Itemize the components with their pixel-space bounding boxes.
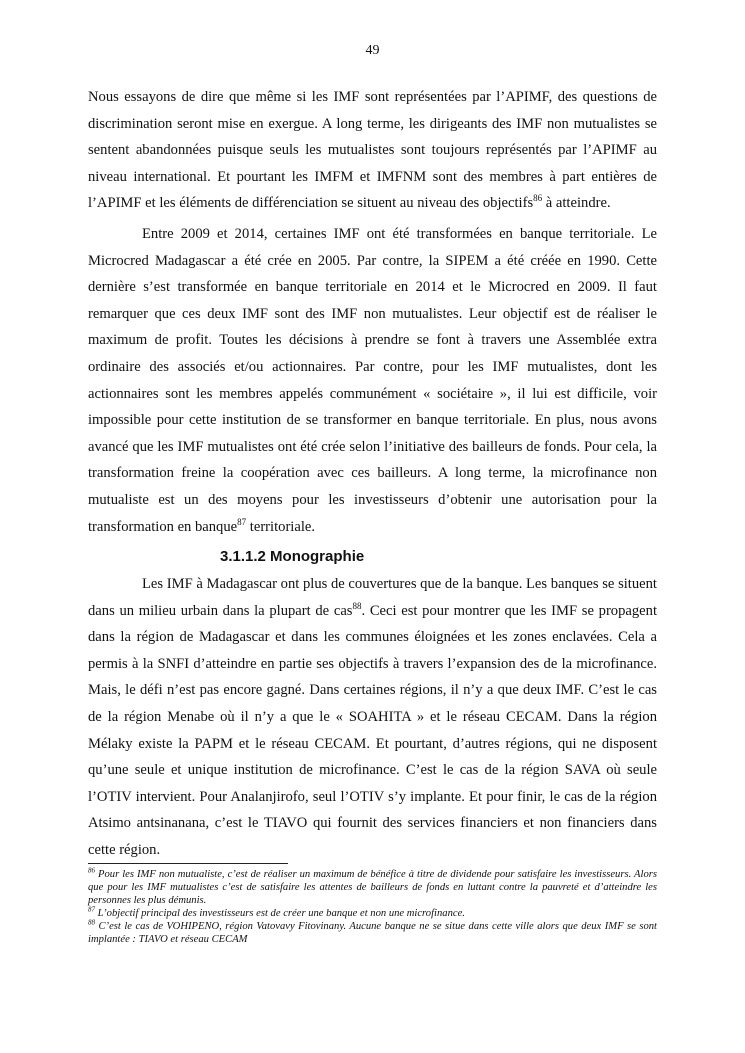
footnote-ref-88[interactable]: 88 [352,600,362,611]
paragraph-monographie-text: Les IMF à Madagascar ont plus de couvertures que de la banque. Les banques se situent dans un milieu urbain dans la plupart de cas [88,576,657,619]
paragraph-transformation-text-end: territoriale. [246,518,316,535]
footnote-separator [88,863,288,864]
footnote-ref-86[interactable]: 86 [533,193,543,204]
footnote-text: C’est le cas de VOHIPENO, région Vatovavy Fitovinany. Aucune banque ne se situe dans cette ville alors que deux IMF se sont implantée : TIAVO et réseau CECAM [88,921,657,946]
paragraph-monographie-text-end: . Ceci est pour montrer que les IMF se propagent dans la région de Madagascar et dans les communes éloignées et les zones enclavées. Cela a permis à la SNFI d’atteindre en partie ses objectifs à travers l’expansion des de la microfinance. Mais, le défi n’est pas encore gagné. Dans certaines régions, il n’y a que deux IMF. C’est le cas de la région Menabe où il n’y a que le « SOAHITA » et le réseau CECAM. Dans la région Mélaky existe la PAPM et le réseau CECAM. Et pourtant, d’autres régions, qui ne disposent qu’une seule et unique institution de microfinance. C’est le cas de la région SAVA où seule l’OTIV intervient. Pour Analanjirofo, seul l’OTIV s’y implante. Et pour finir, le cas de la région Atsimo antsinanana, c’est le TIAVO qui fournit des services financiers et non financiers dans cette région. [88,602,657,859]
paragraph-monographie [88,571,657,864]
paragraph-apimf [88,84,657,217]
paragraph-transformation-text: Entre 2009 et 2014, certaines IMF ont été transformées en banque territoriale. Le Microcred Madagascar a été crée en 2005. Par contre, la SIPEM a été créée en 1990. Cette dernière s’est transformée en banque territoriale en 2014 et le Microcred en 2009. Il faut remarquer que ces deux IMF sont des IMF non mutualistes. Leur objectif est de réaliser le maximum de profit. Toutes les décisions à prendre se font à travers une Assemblée extra ordinaire des associés et/ou actionnaires. Par contre, pour les IMF mutualistes, dont les actionnaires sont les membres appelés communément « sociétaire », il lui est difficile, voir impossible pour cette institution de se transformer en banque territoriale. En plus, nous avons avancé que les IMF mutualistes ont été crée selon l’initiative des bailleurs de fonds. Pour cela, la transformation freine la coopération avec ces bailleurs. A long terme, la microfinance non mutualiste est un des moyens pour les investisseurs d’obtenir une autorisation pour la transformation en banque [88,225,657,535]
footnote-88 [88,920,657,946]
footnote-text: L’objectif principal des investisseurs est de créer une banque et non une microfinance. [95,908,465,920]
paragraph-transformation [88,221,657,540]
footnote-87 [88,907,657,920]
footnote-ref-87[interactable]: 87 [237,516,247,527]
body-text [88,84,657,864]
paragraph-apimf-text-end: à atteindre. [542,195,611,212]
footnote-mark: 86 [88,866,95,875]
footnote-mark: 87 [88,905,95,914]
page-number: 49 [365,43,380,58]
paragraph-apimf-text: Nous essayons de dire que même si les IMF sont représentées par l’APIMF, des questions de discrimination seront mise en exergue. A long terme, les dirigeants des IMF non mutualistes se sentent abandonnées puisque seuls les mutualistes sont toujours représentés par l’APIMF au niveau international. Et pourtant les IMFM et IMFNM sont des membres à part entières de l’APIMF et les éléments de différenciation se situent au niveau des objectifs [88,89,657,212]
section-heading: 3.1.1.2 Monographie [220,548,365,566]
footnote-mark: 88 [88,918,95,927]
footnote-text: Pour les IMF non mutualiste, c’est de réaliser un maximum de bénéfice à titre de dividende pour satisfaire les investisseurs. Alors que pour les IMF mutualistes c’est de satisfaire les attentes de bailleurs de fonds en luttant contre la pauvreté et d’atteindre les personnes les plus démunis. [88,869,657,907]
footnotes [88,868,657,947]
footnote-86 [88,868,657,907]
